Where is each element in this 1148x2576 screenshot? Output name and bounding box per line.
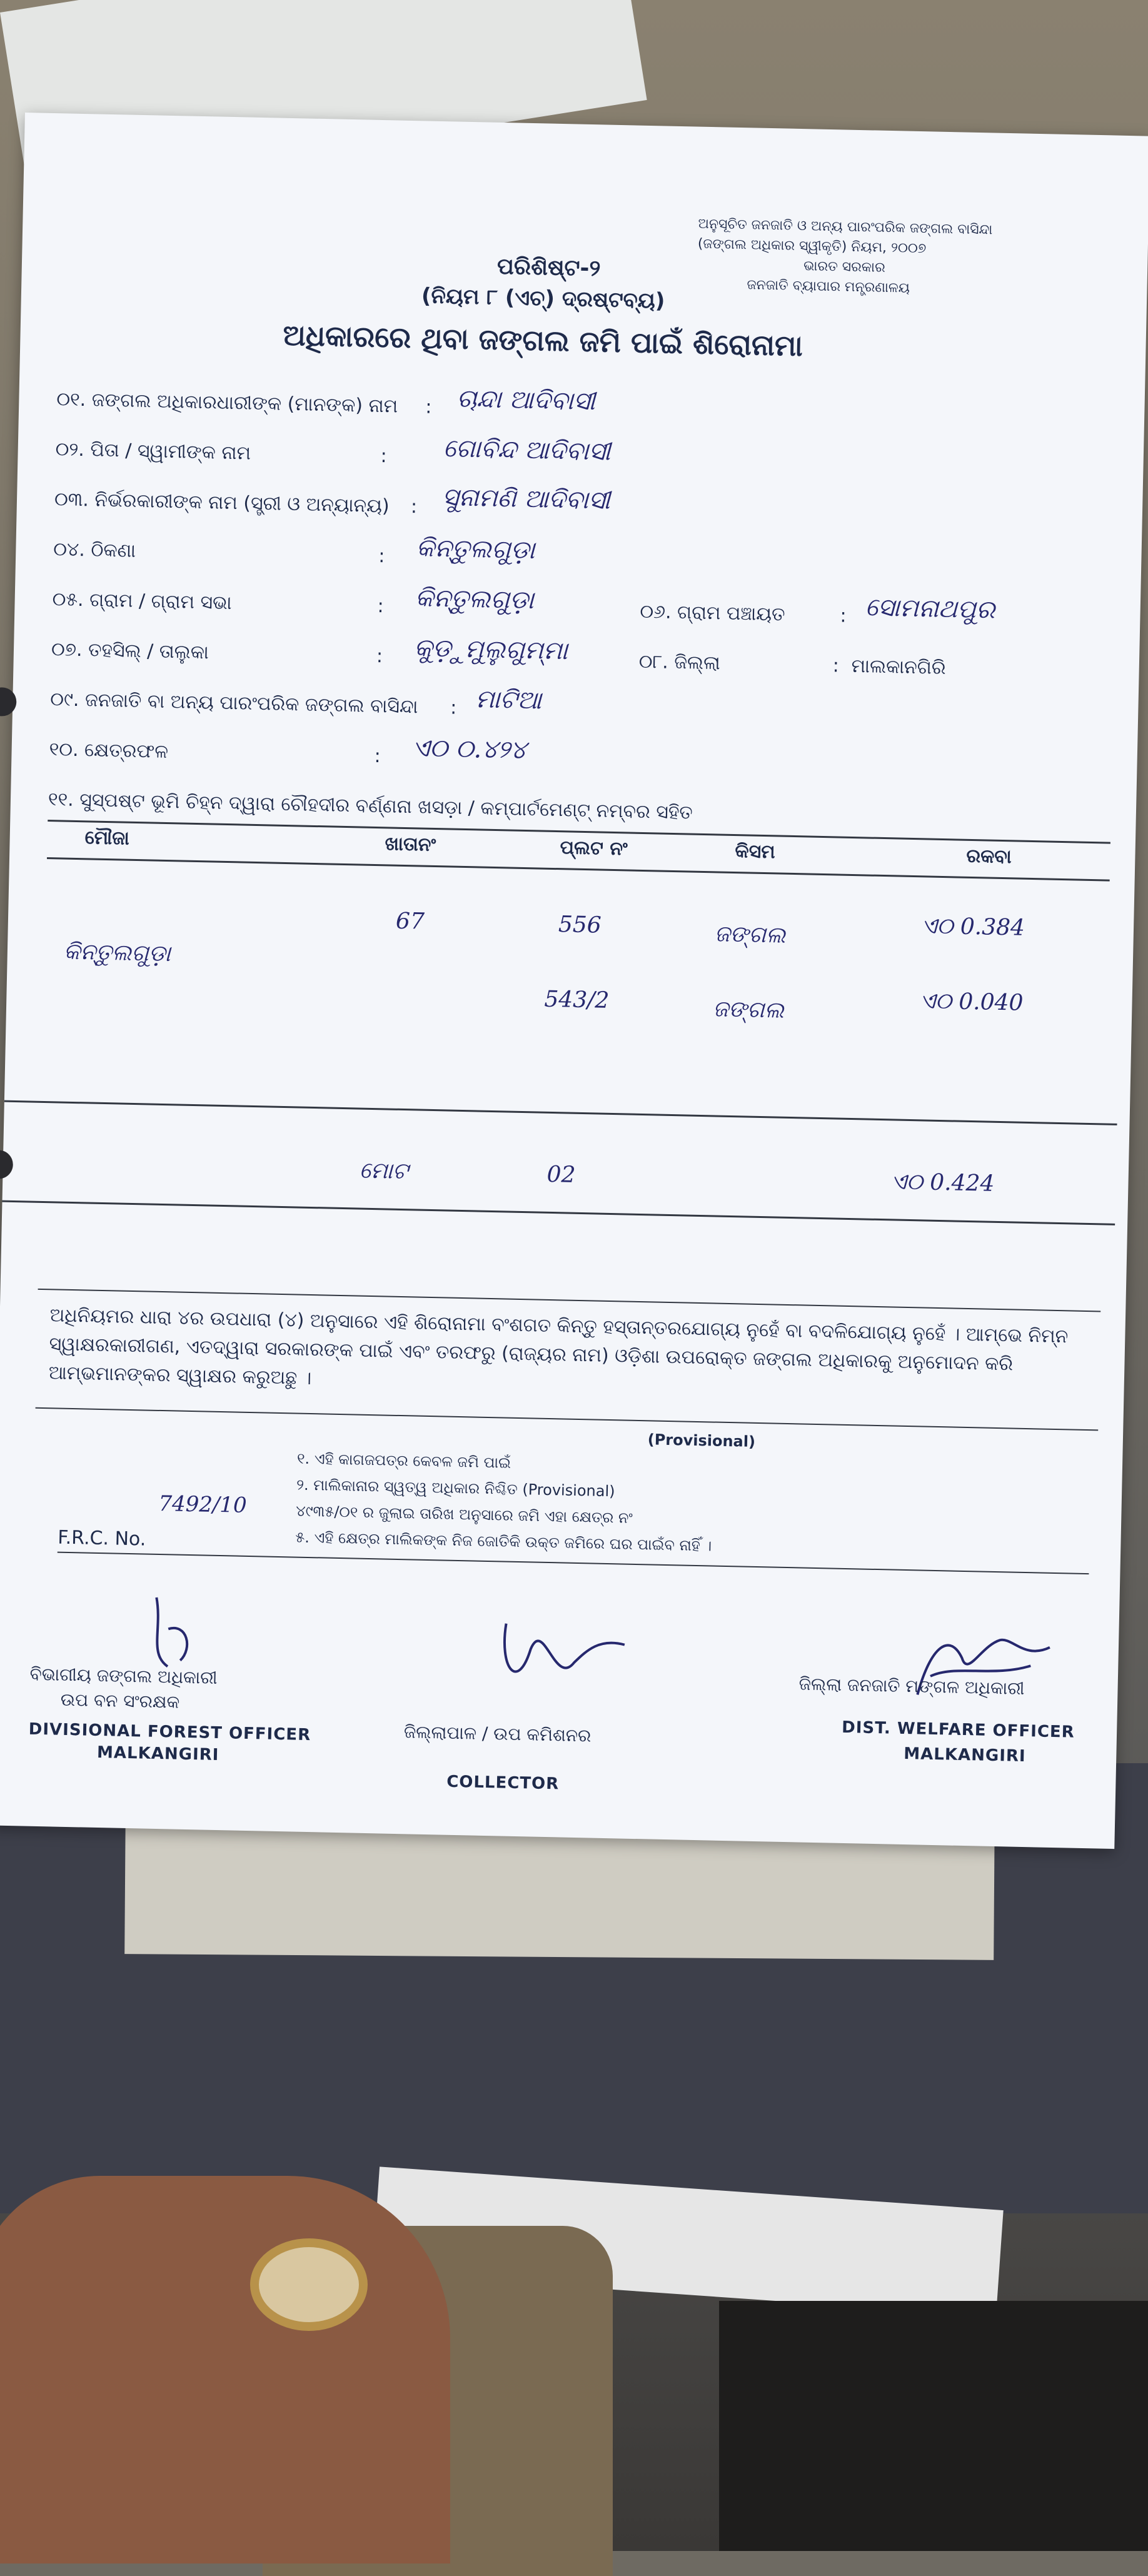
table-cell: ଜଙ୍ଗଲ: [712, 996, 785, 1024]
field-colon: :: [378, 545, 385, 568]
field-value-dependants: ସୁନାମଣି ଆଦିବାସୀ: [441, 483, 611, 515]
dfo-location: MALKANGIRI: [96, 1743, 219, 1765]
appendix-number: ପରିଶିଷ୍ଟ-୨: [496, 253, 601, 282]
ministry-line: ଭାରତ ସରକାର: [803, 258, 886, 276]
field-label-address: ୦୪. ଠିକଣା: [53, 538, 136, 562]
field-label-tehsil: ୦୭. ତହସିଲ୍ / ତାଲୁକା: [51, 638, 209, 664]
field-value-village: କିନ୍ତୁଲଗୁଡ଼ା: [415, 583, 535, 615]
dwo-signature: [892, 1619, 1057, 1716]
field-label-dependants: ୦୩. ନିର୍ଭରକାରୀଙ୍କ ନାମ (ସ୍ତ୍ରୀ ଓ ଅନ୍ୟାନ୍ୟ): [54, 488, 390, 518]
frc-label: F.R.C. No.: [57, 1526, 146, 1551]
dfo-title-english: DIVISIONAL FOREST OFFICER: [28, 1719, 311, 1745]
ministry-line: ଜନଜାତି ବ୍ୟାପାର ମନ୍ତ୍ରଣାଳୟ: [747, 277, 910, 296]
dwo-title-english: DIST. WELFARE OFFICER: [841, 1718, 1075, 1742]
ministry-line: ଅନୁସୂଚିତ ଜନଜାତି ଓ ଅନ୍ୟ ପାରଂପରିକ ଜଙ୍ଗଲ ବାସିନ୍ଦା: [698, 216, 993, 238]
field-value-address: କିନ୍ତୁଲଗୁଡ଼ା: [416, 533, 535, 565]
hand: [0, 2176, 450, 2563]
note-line: ୨. ମାଲିକାନାର ସ୍ୱତ୍ୱ ଅଧିକାର ନିଶ୍ଚିତ (Provisional): [296, 1476, 615, 1501]
table-header: କିସମ: [735, 840, 776, 863]
dwo-location: MALKANGIRI: [904, 1744, 1026, 1766]
field-label-father-name: ୦୨. ପିତା / ସ୍ୱାମୀଙ୍କ ନାମ: [55, 438, 251, 465]
field-colon: :: [380, 445, 388, 468]
field-label-area: ୧୦. କ୍ଷେତ୍ରଫଳ: [49, 738, 169, 763]
table-cell: ଜଙ୍ଗଲ: [714, 921, 786, 948]
note-line: ୧. ଏହି କାଗଜପତ୍ର କେବଳ ଜମି ପାଇଁ: [296, 1449, 511, 1472]
table-cell: 67: [395, 908, 425, 935]
field-colon: :: [840, 605, 847, 627]
table-cell: କିନ୍ତୁଲଗୁଡ଼ା: [63, 938, 171, 967]
field-value-tribe: ମାଟିଆ: [475, 685, 542, 715]
ring: [250, 2238, 368, 2331]
dwo-title: ଜିଲ୍ଲା ଜନଜାତି ମଙ୍ଗଳ ଅଧିକାରୀ: [798, 1673, 1025, 1699]
field-colon: :: [425, 396, 432, 418]
field-colon: :: [410, 496, 418, 518]
field-value-father-name: ଗୋବିନ୍ଦ ଆଦିବାସୀ: [443, 434, 611, 466]
field-label-panchayat: ୦୬. ଗ୍ରାମ ପଞ୍ଚାୟତ: [640, 600, 785, 626]
table-cell: ଏ୦ 0.384: [920, 913, 1025, 941]
note-line: ୪୯୩୫/୦୧ ର ଜୁଲାଇ ତାରିଖ ଅନୁସାରେ ଜମି ଏହା କ୍ଷେତ୍ର ନଂ: [295, 1502, 633, 1527]
field-value-panchayat: ସୋମନାଥପୁର: [865, 593, 995, 625]
collector-title: ଜିଲ୍ଲାପାଳ / ଉପ କମିଶନର: [403, 1721, 592, 1746]
field-label-tribe: ୦୯. ଜନଜାତି ବା ଅନ୍ୟ ପାରଂପରିକ ଜଙ୍ଗଲ ବାସିନ୍ଦା: [49, 688, 418, 718]
declaration-text: ଅଧିନିୟମର ଧାରା ୪ର ଉପଧାରା (୪) ଅନୁସାରେ ଏହି ଶିରୋନାମା ବଂଶଗତ କିନ୍ତୁ ହସ୍ତାନ୍ତରଯୋଗ୍ୟ ନୁହେଁ ବା ବଦଳିଯୋଗ୍ୟ ନୁହେଁ । ଆମ୍ଭେ ନିମ୍ନ ସ୍ୱାକ୍ଷରକାରୀଗଣ, ଏତଦ୍ୱାରା ସରକାରଙ୍କ ପାଇଁ ଏବଂ ତରଫରୁ (ରାଜ୍ୟର ନାମ) ଓଡ଼ିଶା ଉପରୋକ୍ତ ଜଙ୍ଗଲ ଅଧିକାରକୁ ଅନୁମୋଦନ କରି ଆମ୍ଭମାନଙ୍କର ସ୍ୱାକ୍ଷର କରୁଅଛୁ ।: [48, 1304, 1069, 1390]
field-colon: :: [374, 745, 381, 768]
ministry-header: [697, 214, 992, 301]
table-header: ରକବା: [966, 845, 1012, 868]
table-cell: ଏ୦ 0.040: [919, 988, 1024, 1016]
field-label-holder-name: ୦୧. ଜଙ୍ଗଲ ଅଧିକାରଧାରୀଙ୍କ (ମାନଙ୍କ) ନାମ: [56, 388, 398, 418]
collector-title-english: COLLECTOR: [446, 1772, 560, 1794]
table-header: ମୌଜା: [84, 827, 130, 850]
field-colon: :: [377, 595, 385, 618]
collector-signature: [492, 1611, 638, 1708]
field-value-district: ମାଲକାନଗିରି: [851, 655, 946, 680]
total-label: ମୋଟ: [359, 1157, 409, 1185]
boundary-caption: ୧୧. ସୁସ୍ପଷ୍ଟ ଭୂମି ଚିହ୍ନ ଦ୍ୱାରା ଚୌହଦୀର ବର୍ଣ୍ଣନା ଖସଡ଼ା / କମ୍ପାର୍ଟମେଣ୍ଟ୍ ନମ୍ବର ସହିତ: [48, 788, 693, 824]
rule-reference: (ନିୟମ ୮ (ଏଚ୍) ଦ୍ରଷ୍ଟବ୍ୟ): [421, 283, 665, 314]
ministry-line: (ଜଙ୍ଗଲ ଅଧିକାର ସ୍ୱୀକୃତି) ନିୟମ, ୨୦୦୭: [697, 236, 927, 257]
table-header: ପ୍ଲଟ ନଂ: [560, 837, 628, 860]
notes-block: [295, 1419, 755, 1560]
dark-cloth: [719, 2301, 1148, 2551]
table-rule-header: [47, 857, 1110, 882]
punch-hole: [0, 687, 17, 717]
punch-hole: [0, 1150, 13, 1179]
field-colon: :: [376, 645, 383, 668]
field-label-district: ୦୮. ଜିଲ୍ଲା: [638, 650, 721, 675]
note-line: ୫. ଏହି କ୍ଷେତ୍ର ମାଲିକଙ୍କ ନିଜ ଜୋତିକି ଉକ୍ତ ଜମିରେ ଘର ପାଇଁବ ନାହିଁ ।: [295, 1528, 712, 1555]
frc-number: 7492/10: [158, 1491, 248, 1518]
total-plots: 02: [546, 1161, 576, 1188]
table-cell: 556: [558, 912, 602, 938]
field-value-holder-name: ଚାନ୍ଦା ଆଦିବାସୀ: [456, 384, 596, 416]
table-rule-total: [4, 1100, 1117, 1125]
field-value-area: ଏ୦ ୦.୪୨୪: [411, 733, 526, 765]
dfo-title: ବିଭାଗୀୟ ଜଙ୍ଗଲ ଅଧିକାରୀ: [29, 1663, 218, 1688]
stamp-title: (Provisional): [647, 1431, 756, 1451]
title-document: [0, 113, 1148, 1849]
document-title: ଅଧିକାରରେ ଥିବା ଜଙ୍ଗଲ ଜମି ପାଇଁ ଶିରୋନାମା: [283, 318, 803, 363]
total-area: ଏ୦ 0.424: [890, 1169, 995, 1197]
dfo-subtitle: ଉପ ବନ ସଂରକ୍ଷକ: [60, 1689, 180, 1713]
table-header: ଖାତାନଂ: [385, 833, 436, 857]
field-value-tehsil: କୁଡ଼ୁମୁଲୁଗୁମ୍ମା: [413, 633, 568, 666]
field-label-village: ୦୫. ଗ୍ରାମ / ଗ୍ରାମ ସଭା: [52, 588, 232, 615]
field-colon: :: [450, 697, 457, 719]
table-rule-bottom: [2, 1200, 1115, 1225]
field-colon: :: [832, 655, 840, 677]
table-cell: 543/2: [544, 986, 610, 1014]
